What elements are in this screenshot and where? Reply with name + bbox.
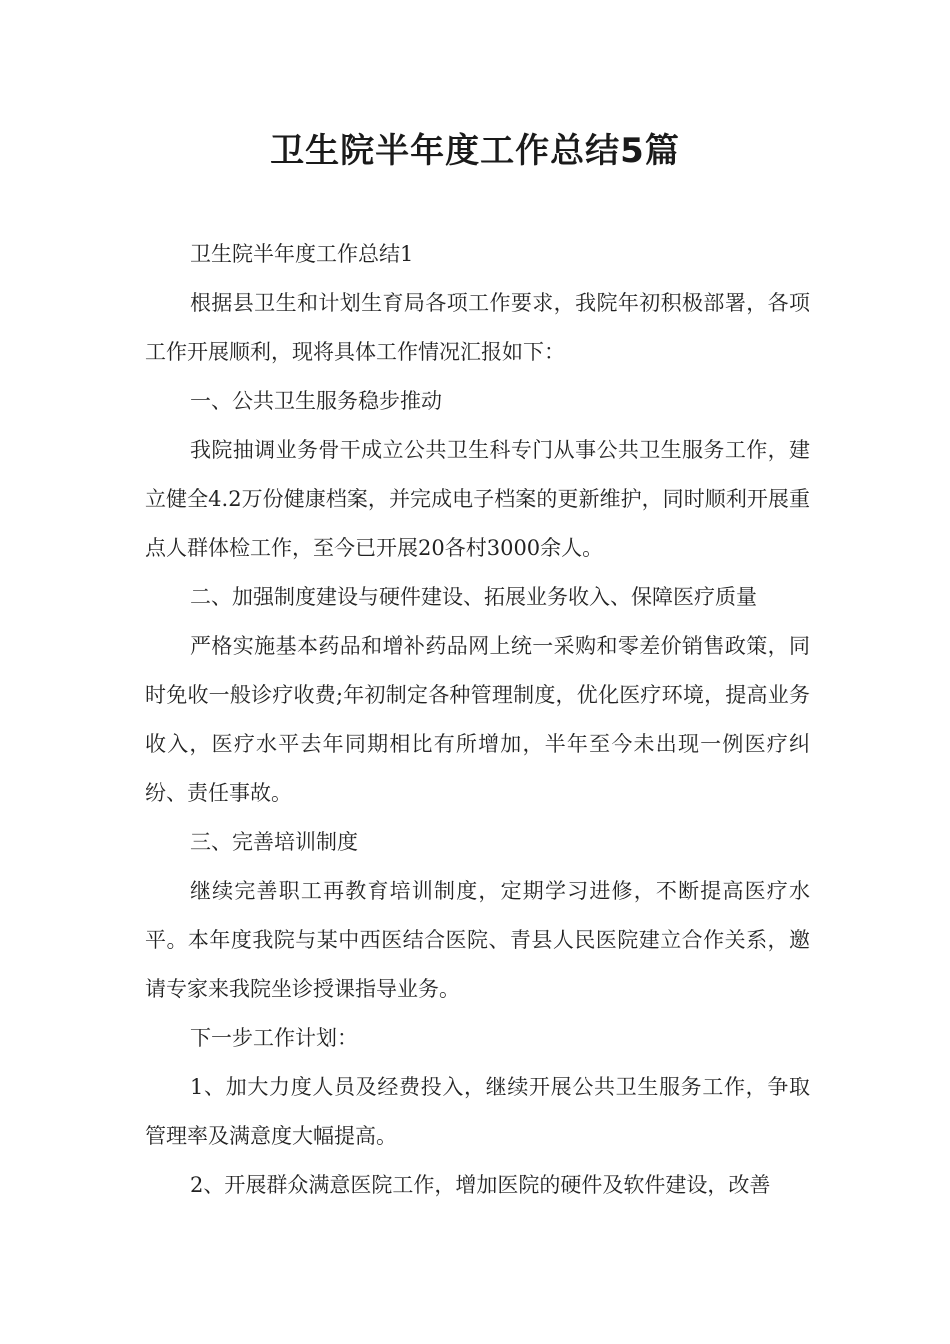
document-body — [145, 230, 810, 1210]
paragraph-training: 继续完善职工再教育培训制度，定期学习进修，不断提高医疗水平。本年度我院与某中西医结合医院、青县人民医院建立合作关系，邀请专家来我院坐诊授课指导业务。 — [145, 879, 810, 1001]
paragraph-system-building: 严格实施基本药品和增补药品网上统一采购和零差价销售政策，同时免收一般诊疗收费;年初制定各种管理制度，优化医疗环境，提高业务收入，医疗水平去年同期相比有所增加，半年至今未出现一例医疗纠纷、责任事故。 — [145, 634, 810, 805]
heading-training: 三、完善培训制度 — [190, 830, 358, 854]
heading-next-plan: 下一步工作计划： — [190, 1026, 358, 1050]
paragraph-public-health: 我院抽调业务骨干成立公共卫生科专门从事公共卫生服务工作，建立健全4.2万份健康档案，并完成电子档案的更新维护，同时顺利开展重点人群体检工作，至今已开展20各村3000余人。 — [145, 438, 810, 560]
section-heading-1: 卫生院半年度工作总结1 — [190, 242, 414, 266]
paragraph-intro: 根据县卫生和计划生育局各项工作要求，我院年初积极部署，各项工作开展顺利，现将具体工作情况汇报如下： — [145, 291, 810, 364]
plan-item-1: 1、加大力度人员及经费投入，继续开展公共卫生服务工作，争取管理率及满意度大幅提高。 — [145, 1075, 810, 1148]
document-title: 卫生院半年度工作总结5篇 — [270, 131, 680, 171]
heading-system-building: 二、加强制度建设与硬件建设、拓展业务收入、保障医疗质量 — [190, 585, 757, 609]
heading-public-health: 一、公共卫生服务稳步推动 — [190, 389, 442, 413]
plan-item-2: 2、开展群众满意医院工作，增加医院的硬件及软件建设，改善 — [190, 1173, 771, 1197]
